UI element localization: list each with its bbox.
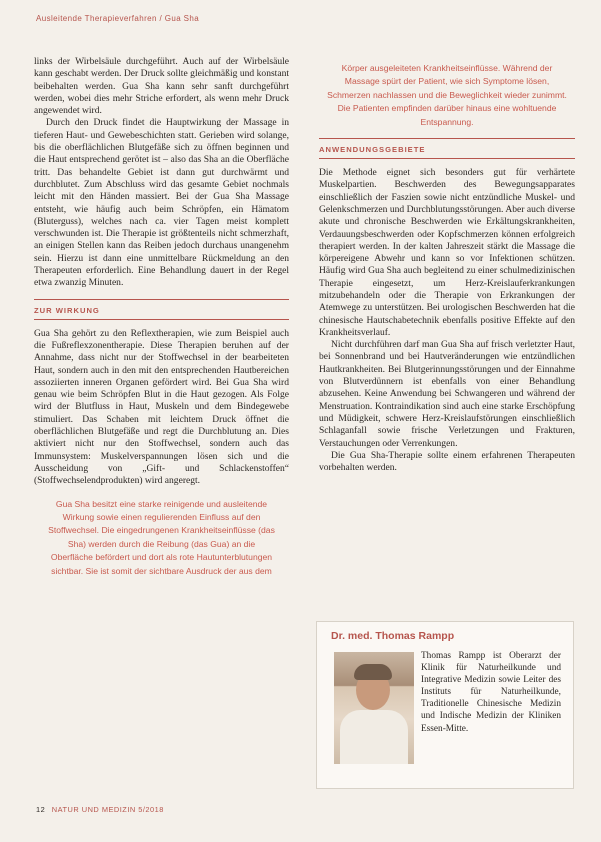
right-column: [319, 56, 575, 474]
left-column: [34, 56, 289, 578]
author-bio: Thomas Rampp ist Oberarzt der Klinik für Naturheilkunde und Integrative Medizin sowie Leiter des Instituts für Naturheilkunde, Traditionelle Chinesische Medizin und Indische Medizin der Kliniken Essen-Mitte.: [421, 651, 561, 734]
section-heading-wirkung: ZUR WIRKUNG: [34, 305, 100, 315]
section-divider: [319, 138, 575, 139]
heading-underline: [34, 319, 289, 320]
body-paragraph: Die Gua Sha-Therapie sollte einem erfahrenen Therapeuten vorbehalten werden.: [319, 449, 575, 474]
pull-quote: Gua Sha besitzt eine starke reinigende und ausleitende Wirkung sowie einen regulierenden Einfluss auf den Stoffwechsel. Die eingedrungenen Krankheitseinflüsse (das Sha) werden durch die Reibung (das Gua) an die Oberfläche befördert und dort als rote Hautunterblutungen sichtbar. Sie ist somit der sichtbare Ausdruck der aus dem: [48, 498, 275, 576]
heading-underline: [319, 158, 575, 159]
author-name: Dr. med. Thomas Rampp: [331, 630, 455, 642]
section-divider: [34, 299, 289, 300]
pull-quote-continued: Körper ausgeleiteten Krankheitseinflüsse. Während der Massage spürt der Patient, wie sich Symptome lösen, Schmerzen nachlassen und die Beweglichkeit wieder zunimmt. Die Patienten empfinden darüber hinaus eine wohltuende Entspannung.: [327, 63, 567, 127]
body-paragraph: Gua Sha gehört zu den Reflextherapien, wie zum Beispiel auch die Fußreflexzonentherapie. Diese Therapien beruhen auf der Annahme, dass nicht nur der Stoffwechsel in der bearbeiteten Haut, sondern auch in den mit den entsprechenden Hautbereichen assoziierten inneren Organen gefördert wird. Bei Gua Sha wird genau wie beim Schröpfen Blut in die Haut gezogen. Als Folge wird der Blutfluss in Haut, Muskeln und dem Bindegewebe stimuliert. Das Schaben mit leichtem Druck öffnet die oberflächlichen Blutgefäße und regt die Durchblutung an. Dies aktiviert nicht nur den Stoffwechsel, sondern auch das Immunsystem: Muskelverspannungen lösen sich und die Ausscheidung von „Gift- und Schlackenstoffen“ (Stoffwechselendprodukten) wird angeregt.: [34, 327, 289, 487]
body-paragraph: Nicht durchführen darf man Gua Sha auf frisch verletzter Haut, bei Sonnenbrand und bei Hautveränderungen wie entzündlichen Hautkrankheiten. Bei Blutgerinnungsstörungen und der Einnahme von Blutverdünnern ist ebenfalls von einer Behandlung abzusehen. Keine Anwendung bei Schwangeren und während der Menstruation. Kontraindikation sind auch eine starke Erschöpfung und Müdigkeit, schwere Herz-Kreislaufstörungen einschließlich Schlaganfall sowie frische Verletzungen und Frakturen, Verstauchungen oder Verrenkungen.: [319, 339, 575, 449]
section-heading-anwendungsgebiete: ANWENDUNGSGEBIETE: [319, 145, 426, 155]
body-paragraph: links der Wirbelsäule durchgeführt. Auch auf der Wirbelsäule kann geschabt werden. Der Druck sollte gleichmäßig und konstant beibehalten werden. Gua Sha kann sehr sanft durchgeführt werden, wobei dies mehr Striche erfordert, als wenn mehr Druck angewendet wird.: [34, 56, 289, 117]
page-number: 12: [36, 805, 46, 814]
author-box: [316, 621, 574, 789]
author-photo: [334, 652, 414, 764]
page-footer: [36, 805, 164, 814]
body-paragraph: Die Methode eignet sich besonders gut für verhärtete Muskelpartien. Beschwerden des Bewegungsapparates einschließlich der Faszien sowie nicht entzündliche Muskel- und Gelenkschmerzen und Durchblutungsstörungen. Aber auch diverse akute und chronische Beschwerden wie Erkältungskrankheiten, Verdauungsbeschwerden oder Kopfschmerzen können erfolgreich therapiert werden. In der kalten Jahreszeit stärkt die Massage die körpereigene Abwehr und kann so vor Infektionen schützen. Häufig wird Gua Sha auch begleitend zu einer schulmedizinischen Therapie eingesetzt, um Herz-Kreislauferkrankungen mitzubehandeln oder die Therapie von Erkrankungen der Atemwege zu unterstützen. Bei urologischen Beschwerden hat die chinesische Hautschabetechnik ebenfalls positive Effekte auf den Krankheitsverlauf.: [319, 167, 575, 338]
magazine-issue: NATUR UND MEDIZIN 5/2018: [51, 805, 164, 814]
body-paragraph: Durch den Druck findet die Hauptwirkung der Massage in tieferen Haut- und Gewebeschichten statt. Gerieben wird solange, bis die oberflächlichen Blutgefäße sich zu öffnen beginnen und die Haut entsprechend gerötet ist – also das Sha an die Oberfläche tritt. Das behandelte Gebiet ist dann gut durchwärmt und durchblutet. Zum Abschluss wird das gesamte Gebiet nochmals leicht mit den Händen massiert. Bei der Gua Sha Massage entsteht, wie häufig auch beim Schröpfen, ein Hämatom (Bluterguss), welches nach ca. vier Tagen meist komplett verschwunden ist. Die Therapie ist größtenteils nicht schmerzhaft, an einigen Stellen kann das Reiben jedoch durchaus unangenehm sein. Hierzu ist dann eine unmittelbare Rückmeldung an den Therapeuten erforderlich. Eine Behandlung dauert in der Regel etwa zwanzig Minuten.: [34, 117, 289, 289]
running-head: Ausleitende Therapieverfahren / Gua Sha: [36, 14, 200, 23]
